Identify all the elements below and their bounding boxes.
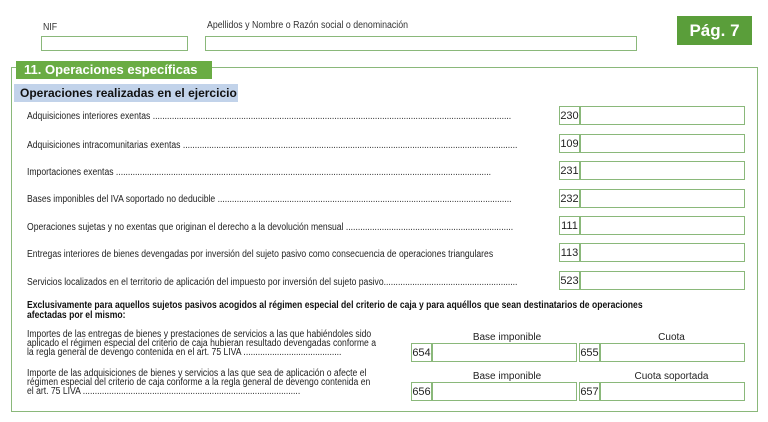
row-label-109: Adquisiciones intracomunitarias exentas ............................................................................................................................................: [27, 140, 518, 151]
row-label-232: Bases imponibles del IVA soportado no deducible ...........................................................................................................................: [27, 194, 512, 205]
box-input-523[interactable]: [580, 271, 745, 290]
entregas-base-header: Base imponible: [472, 332, 542, 343]
box-code-113: 113: [559, 243, 580, 262]
box-code-231: 231: [559, 161, 580, 180]
box-input-111[interactable]: [580, 216, 745, 235]
entregas-label: Importes de las entregas de bienes y prestaciones de servicios a las que habiéndoles sido aplicado el régimen especial del criterio de caja hubieran resultado devengadas conforme a la regla general de devengo contenida en el art. 75 LIVA .........................................: [27, 329, 376, 358]
entregas-cuota-header: Cuota: [658, 332, 685, 343]
row-label-523: Servicios localizados en el territorio de aplicación del impuesto por inversión del sujeto pasivo........................................................: [27, 277, 518, 288]
box-input-232[interactable]: [580, 189, 745, 208]
page-number-badge: Pág. 7: [677, 16, 752, 45]
box-input-113[interactable]: [580, 243, 745, 262]
nif-field[interactable]: [41, 36, 188, 51]
box-input-657[interactable]: [600, 382, 745, 401]
section-subtitle: Operaciones realizadas en el ejercicio: [14, 84, 238, 102]
box-code-656: 656: [411, 382, 432, 401]
row-label-231: Importaciones exentas .............................................................................................................................................................: [27, 167, 492, 178]
caja-note-line-1: Exclusivamente para aquellos sujetos pasivos acogidos al régimen especial del criterio de caja y para aquéllos que sean destinatarios de operaciones: [27, 300, 643, 311]
box-input-231[interactable]: [580, 161, 745, 180]
box-code-657: 657: [579, 382, 600, 401]
box-code-111: 111: [559, 216, 580, 235]
nif-label: NIF: [43, 22, 58, 33]
box-input-230[interactable]: [580, 106, 745, 125]
box-input-654[interactable]: [432, 343, 577, 362]
box-code-232: 232: [559, 189, 580, 208]
box-code-654: 654: [411, 343, 432, 362]
adquisiciones-label: Importe de las adquisiciones de bienes y servicios a las que sea de aplicación o afecte el régimen especial del criterio de caja conforme a la regla general de devengo contenida en el art. 75 LIVA ...........................................................................................: [27, 368, 371, 397]
row-label-230: Adquisiciones interiores exentas ......................................................................................................................................................: [27, 111, 512, 122]
row-label-113: Entregas interiores de bienes devengadas por inversión del sujeto pasivo como consecuencia de operaciones triangulares: [27, 249, 494, 260]
name-label: Apellidos y Nombre o Razón social o denominación: [207, 20, 409, 31]
box-input-656[interactable]: [432, 382, 577, 401]
box-code-655: 655: [579, 343, 600, 362]
name-field[interactable]: [205, 36, 637, 51]
section-title: 11. Operaciones específicas: [16, 61, 212, 79]
box-input-109[interactable]: [580, 134, 745, 153]
adquisiciones-cuota-header: Cuota soportada: [634, 371, 709, 382]
box-code-523: 523: [559, 271, 580, 290]
adquisiciones-base-header: Base imponible: [472, 371, 542, 382]
caja-note-line-2: afectadas por el mismo:: [27, 310, 126, 321]
box-code-230: 230: [559, 106, 580, 125]
box-input-655[interactable]: [600, 343, 745, 362]
box-code-109: 109: [559, 134, 580, 153]
row-label-111: Operaciones sujetas y no exentas que originan el derecho a la devolución mensual ......................................................................: [27, 222, 514, 233]
